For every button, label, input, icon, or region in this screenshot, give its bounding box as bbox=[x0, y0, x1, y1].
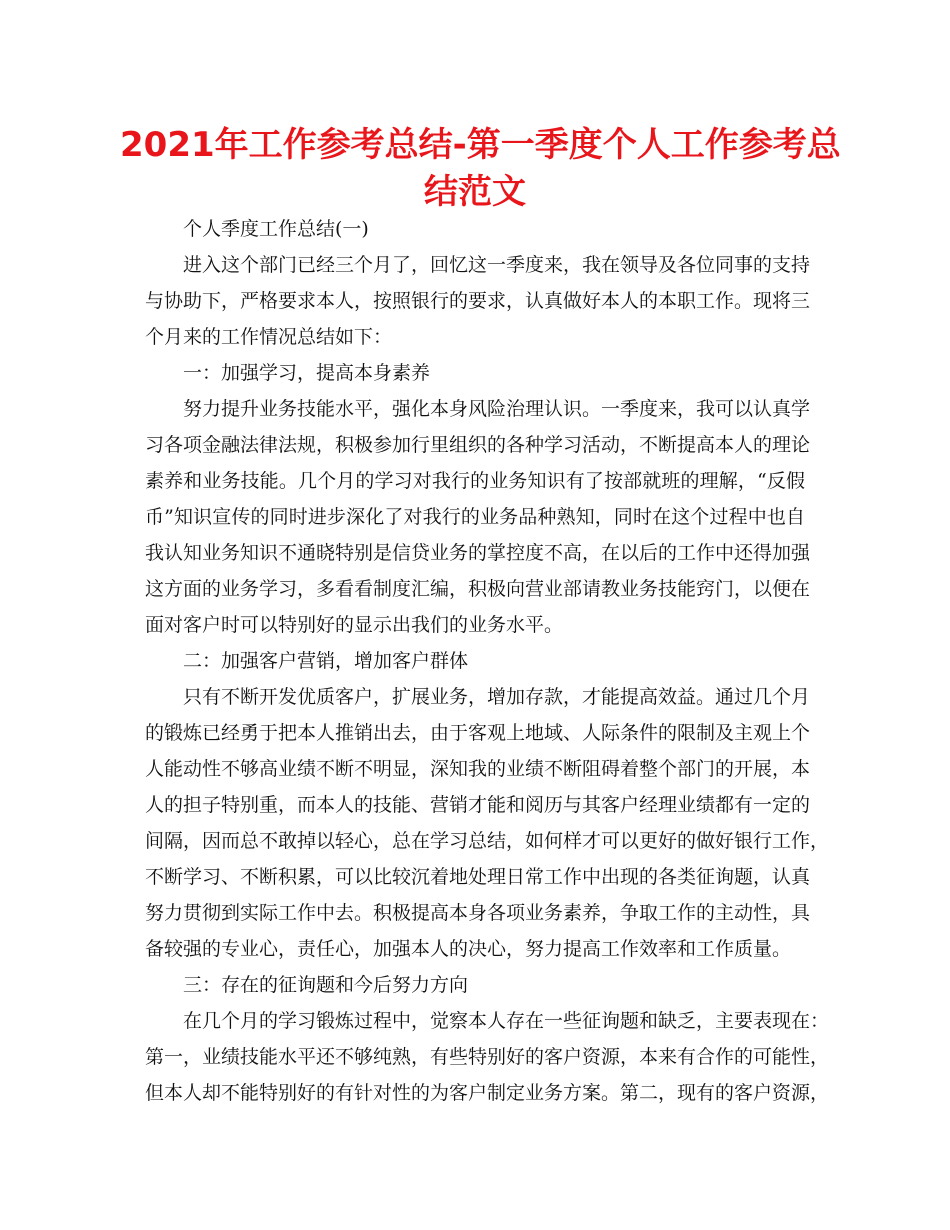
section-heading: 二：加强客户营销，增加客户群体 bbox=[183, 650, 469, 672]
paragraph-line: 币”知识宣传的同时进步深化了对我行的业务品种熟知，同时在这个过程中也自 bbox=[145, 506, 805, 528]
paragraph-line: 人能动性不够高业绩不断不明显，深知我的业绩不断阻碍着整个部门的开展，本 bbox=[145, 758, 811, 780]
paragraph-line: 个月来的工作情况总结如下： bbox=[145, 326, 393, 348]
paragraph-line: 面对客户时可以特别好的显示出我们的业务水平。 bbox=[145, 614, 564, 636]
paragraph-line: 努力提升业务技能水平，强化本身风险治理认识。一季度来，我可以认真学 bbox=[183, 398, 811, 420]
section-heading: 一：加强学习，提高本身素养 bbox=[183, 362, 431, 384]
paragraph-line: 进入这个部门已经三个月了，回忆这一季度来，我在领导及各位同事的支持 bbox=[183, 254, 811, 276]
paragraph-line: 我认知业务知识不通晓特别是信贷业务的掌控度不高，在以后的工作中还得加强 bbox=[145, 542, 811, 564]
paragraph-line: 的锻炼已经勇于把本人推销出去，由于客观上地域、人际条件的限制及主观上个 bbox=[145, 722, 811, 744]
paragraph-line: 但本人却不能特别好的有针对性的为客户制定业务方案。第二，现有的客户资源， bbox=[145, 1082, 830, 1104]
paragraph-line: 第一，业绩技能水平还不够纯熟，有些特别好的客户资源，本来有合作的可能性， bbox=[145, 1046, 830, 1068]
paragraph-line: 努力贯彻到实际工作中去。积极提高本身各项业务素养，争取工作的主动性，具 bbox=[145, 902, 811, 924]
paragraph-line: 备较强的专业心，责任心，加强本人的决心，努力提高工作效率和工作质量。 bbox=[145, 938, 792, 960]
paragraph-line: 人的担子特别重，而本人的技能、营销才能和阅历与其客户经理业绩都有一定的 bbox=[145, 794, 811, 816]
paragraph-line: 间隔，因而总不敢掉以轻心，总在学习总结，如何样才可以更好的做好银行工作， bbox=[145, 830, 830, 852]
paragraph-line: 这方面的业务学习，多看看制度汇编，积极向营业部请教业务技能窍门，以便在 bbox=[145, 578, 811, 600]
document-title-line-2: 结范文 bbox=[424, 172, 526, 212]
section-heading: 个人季度工作总结(一) bbox=[183, 218, 369, 240]
paragraph-line: 不断学习、不断积累，可以比较沉着地处理日常工作中出现的各类征询题，认真 bbox=[145, 866, 811, 888]
section-heading: 三：存在的征询题和今后努力方向 bbox=[183, 974, 469, 996]
paragraph-line: 与协助下，严格要求本人，按照银行的要求，认真做好本人的本职工作。现将三 bbox=[145, 290, 811, 312]
paragraph-line: 在几个月的学习锻炼过程中，觉察本人存在一些征询题和缺乏，主要表现在： bbox=[183, 1010, 830, 1032]
paragraph-line: 素养和业务技能。几个月的学习对我行的业务知识有了按部就班的理解，“反假 bbox=[145, 470, 805, 492]
paragraph-line: 习各项金融法律法规，积极参加行里组织的各种学习活动，不断提高本人的理论 bbox=[145, 434, 811, 456]
paragraph-line: 只有不断开发优质客户，扩展业务，增加存款，才能提高效益。通过几个月 bbox=[183, 686, 811, 708]
document-title-line-1: 2021年工作参考总结-第一季度个人工作参考总 bbox=[120, 125, 841, 165]
